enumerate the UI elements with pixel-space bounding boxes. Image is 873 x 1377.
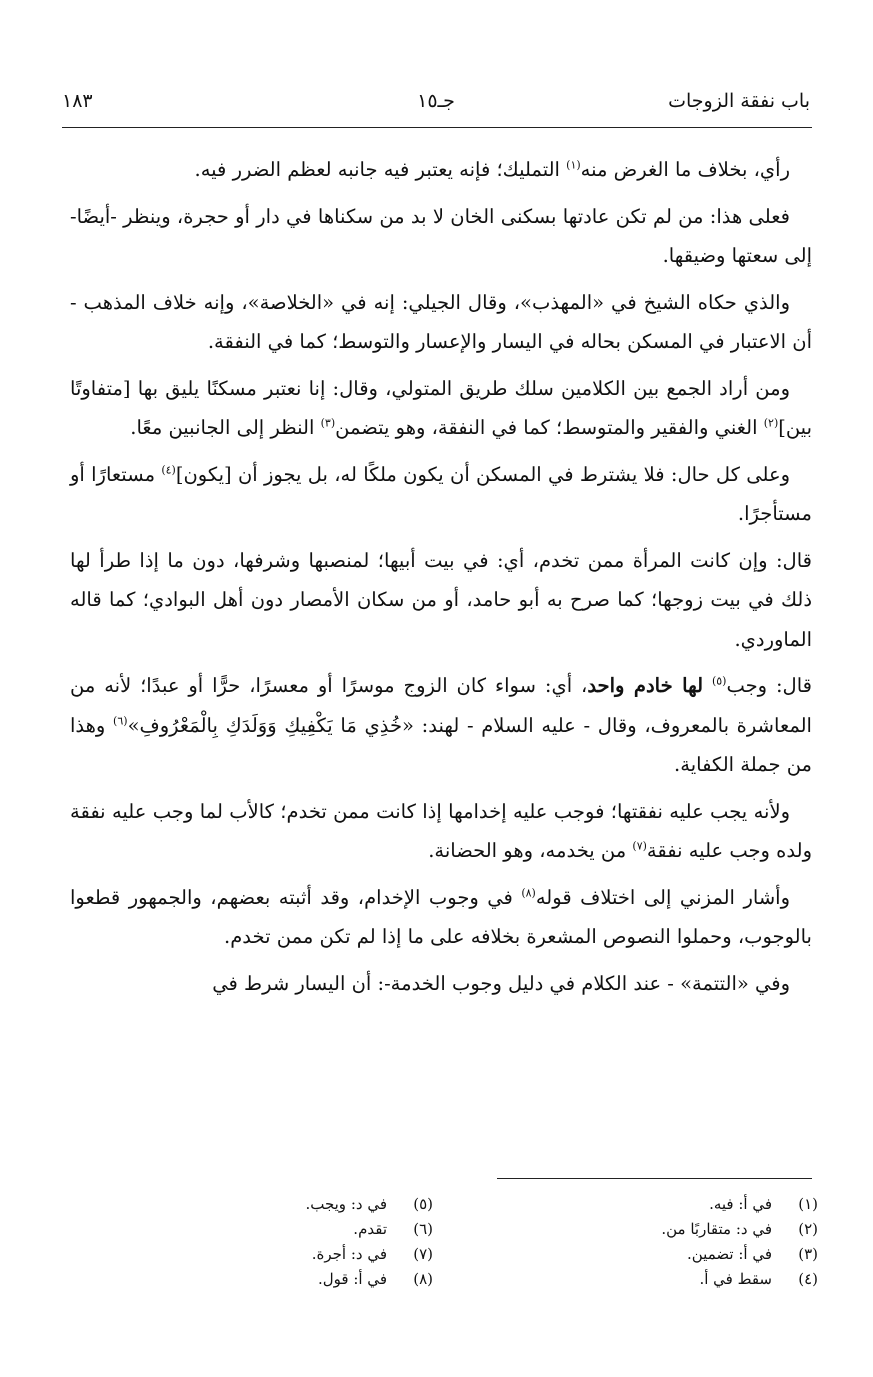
paragraph-3: والذي حكاه الشيخ في «المهذب»، وقال الجيلي: إنه في «الخلاصة»، وإنه خلاف المذهب - أن الاعتبار في المسكن بحاله في اليسار والإعسار والتوسط؛ كما في النفقة. (70, 290, 812, 353)
footnote-ref: (٤) (161, 463, 176, 476)
footnote-item: (٧)في د: أجرة. (311, 1245, 433, 1263)
footnote-ref: (٦) (113, 714, 128, 727)
footnote-item: (١)في أ: فيه. (709, 1195, 818, 1213)
footnotes-left-column (133, 1192, 433, 1292)
footnote-ref: (٨) (521, 886, 536, 899)
page-number: ١٨٣ (62, 90, 93, 112)
footnote-item: (٦)تقدم. (353, 1220, 433, 1238)
footnote-divider (497, 1178, 812, 1179)
footnote-item: (٨)في أ: قول. (317, 1270, 433, 1288)
page-header (62, 84, 810, 120)
footnote-item: (٣)في أ: تضمين. (687, 1245, 818, 1263)
chapter-title: باب نفقة الزوجات (668, 90, 810, 112)
footnote-ref: (٥) (711, 674, 727, 688)
footnotes-right-column (518, 1192, 818, 1292)
paragraph-2: فعلى هذا: من لم تكن عادتها بسكنى الخان لا بد من سكناها في دار أو حجرة، وينظر -أيضًا- إلى سعتها وضيقها. (70, 204, 812, 267)
footnote-ref: (٢) (763, 416, 779, 430)
paragraph-6: قال: وإن كانت المرأة ممن تخدم، أي: في بيت أبيها؛ لمنصبها وشرفها، دون ما إذا طرأ لها ذلك في بيت زوجها؛ كما صرح به أبو حامد، أو من سكان الأمصار دون أهل البوادي؛ كما قاله الماوردي. (70, 548, 812, 651)
main-text (70, 150, 812, 1010)
footnote-item: (٤)سقط في أ. (699, 1270, 818, 1288)
volume-label: جـ١٥ (417, 90, 455, 112)
matn-text: لها خادم واحد (587, 674, 704, 697)
footnote-ref: (٣) (320, 416, 336, 430)
header-divider (62, 127, 812, 128)
paragraph-5: وعلى كل حال: فلا يشترط في المسكن أن يكون ملكًا له، بل يجوز أن [يكون]$^{(٤)}$ مستعارًا أو مستأجرًا. (70, 462, 812, 525)
paragraph-7: قال: وجب$^{(٥)}$ لها خادم واحد، أي: سواء كان الزوج موسرًا أو معسرًا، حرًّا أو عبدًا؛ لأنه من المعاشرة بالمعروف، وقال - عليه السلام - لهند: «خُذِي مَا يَكْفِيكِ وَوَلَدَكِ بِالْمَعْرُوفِ»$^{(٦)}$ وهذا من جملة الكفاية. (70, 674, 812, 776)
paragraph-8: ولأنه يجب عليه نفقتها؛ فوجب عليه إخدامها إذا كانت ممن تخدم؛ كالأب لما وجب عليه نفقة ولده وجب عليه نفقة$^{(٧)}$ من يخدمه، وهو الحضانة. (70, 799, 812, 862)
footnote-item: (٢)في د: متقاربًا من. (661, 1220, 818, 1238)
footnote-item: (٥)في د: ويجب. (305, 1195, 433, 1213)
paragraph-4: ومن أراد الجمع بين الكلامين سلك طريق المتولي، وقال: إنا نعتبر مسكنًا يليق بها [متفاوتًا بين]$^{(٢)}$ الغني والفقير والمتوسط؛ كما في النفقة، وهو يتضمن$^{(٣)}$ النظر إلى الجانبين معًا. (70, 376, 812, 439)
footnote-ref: (٧) (632, 839, 647, 853)
paragraph-10: وفي «التتمة» - عند الكلام في دليل وجوب الخدمة-: أن اليسار شرط في (212, 971, 790, 995)
paragraph-1: رأي، بخلاف ما الغرض منه$^{(١)}$ التمليك؛ فإنه يعتبر فيه جانبه لعظم الضرر فيه. (194, 158, 790, 181)
paragraph-9: وأشار المزني إلى اختلاف قوله$^{(٨)}$ في وجوب الإخدام، وقد أثبته بعضهم، والجمهور قطعوا بالوجوب، وحملوا النصوص المشعرة بخلافه على ما إذا لم تكن ممن تخدم. (70, 885, 812, 948)
footnote-ref: (١) (566, 158, 581, 172)
